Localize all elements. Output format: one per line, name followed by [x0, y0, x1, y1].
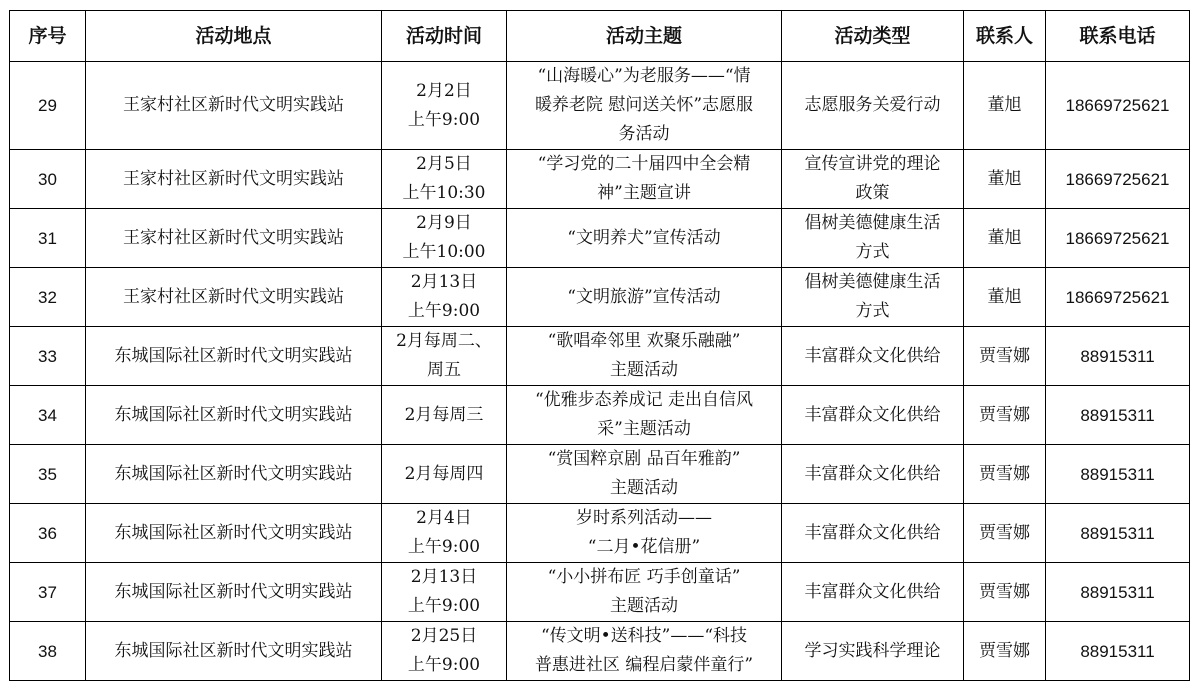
- table-row: [10, 563, 1190, 622]
- header-cell-type: 活动类型: [782, 11, 964, 62]
- cell-phone: 88915311: [1046, 445, 1190, 504]
- theme-line: “二月•花信册”: [587, 537, 701, 557]
- cell-phone: 18669725621: [1046, 268, 1190, 327]
- time-line: 2月9日: [416, 213, 472, 233]
- type-line: 丰富群众文化供给: [804, 581, 941, 602]
- theme-line: 务活动: [618, 124, 670, 144]
- type-line: 方式: [855, 301, 890, 321]
- cell-no: 34: [10, 386, 86, 445]
- cell-phone: 88915311: [1046, 327, 1190, 386]
- theme-line: 主题活动: [610, 360, 678, 380]
- cell-theme: [507, 445, 782, 504]
- cell-time: [382, 504, 507, 563]
- time-line: 上午9:00: [407, 596, 481, 616]
- cell-contact: 董旭: [964, 62, 1046, 150]
- table-row: [10, 327, 1190, 386]
- time-line: 上午9:00: [407, 655, 481, 675]
- cell-phone: 88915311: [1046, 504, 1190, 563]
- time-line: 上午10:30: [402, 183, 486, 203]
- theme-line: 岁时系列活动——: [576, 508, 712, 528]
- type-line: 丰富群众文化供给: [804, 522, 941, 543]
- cell-time: [382, 209, 507, 268]
- type-line: 倡树美德健康生活: [804, 213, 941, 233]
- cell-phone: 18669725621: [1046, 62, 1190, 150]
- theme-line: “优雅步态养成记 走出自信风: [534, 390, 754, 410]
- time-line: 2月4日: [416, 508, 472, 528]
- table-row: [10, 209, 1190, 268]
- cell-location: 王家村社区新时代文明实践站: [86, 62, 382, 150]
- time-line: 上午9:00: [407, 301, 481, 321]
- time-line: 上午9:00: [407, 537, 481, 557]
- theme-line: 主题活动: [610, 478, 678, 498]
- cell-time: [382, 563, 507, 622]
- cell-theme: [507, 622, 782, 681]
- cell-time: [382, 445, 507, 504]
- time-line: 上午10:00: [402, 242, 486, 262]
- cell-type: [782, 622, 964, 681]
- header-cell-phone: 联系电话: [1046, 11, 1190, 62]
- time-line: 周五: [427, 360, 461, 380]
- cell-type: [782, 563, 964, 622]
- cell-no: 33: [10, 327, 86, 386]
- cell-location: 东城国际社区新时代文明实践站: [86, 445, 382, 504]
- cell-location: 东城国际社区新时代文明实践站: [86, 622, 382, 681]
- cell-theme: [507, 268, 782, 327]
- theme-line: “文明养犬”宣传活动: [567, 227, 721, 248]
- theme-line: 主题活动: [610, 596, 678, 616]
- cell-location: 东城国际社区新时代文明实践站: [86, 327, 382, 386]
- cell-contact: 贾雪娜: [964, 622, 1046, 681]
- cell-location: 东城国际社区新时代文明实践站: [86, 504, 382, 563]
- cell-contact: 董旭: [964, 268, 1046, 327]
- table-body: [10, 62, 1190, 681]
- theme-line: “学习党的二十届四中全会精: [537, 154, 751, 174]
- cell-location: 王家村社区新时代文明实践站: [86, 268, 382, 327]
- cell-type: [782, 504, 964, 563]
- cell-phone: 88915311: [1046, 386, 1190, 445]
- cell-type: [782, 209, 964, 268]
- time-line: 2月13日: [410, 567, 478, 587]
- cell-theme: [507, 150, 782, 209]
- header-row: [10, 11, 1190, 62]
- table-row: [10, 62, 1190, 150]
- cell-phone: 88915311: [1046, 563, 1190, 622]
- type-line: 倡树美德健康生活: [804, 272, 941, 292]
- header-cell-location: 活动地点: [86, 11, 382, 62]
- header-cell-theme: 活动主题: [507, 11, 782, 62]
- cell-no: 31: [10, 209, 86, 268]
- type-line: 宣传宣讲党的理论: [804, 154, 941, 174]
- cell-theme: [507, 62, 782, 150]
- cell-no: 32: [10, 268, 86, 327]
- cell-contact: 贾雪娜: [964, 327, 1046, 386]
- cell-phone: 18669725621: [1046, 209, 1190, 268]
- cell-type: [782, 268, 964, 327]
- type-line: 学习实践科学理论: [804, 640, 941, 661]
- table-row: [10, 622, 1190, 681]
- cell-theme: [507, 563, 782, 622]
- table-row: [10, 504, 1190, 563]
- type-line: 丰富群众文化供给: [804, 345, 941, 366]
- type-line: 志愿服务关爱行动: [804, 95, 941, 115]
- cell-time: [382, 62, 507, 150]
- cell-theme: [507, 327, 782, 386]
- cell-no: 35: [10, 445, 86, 504]
- cell-theme: [507, 209, 782, 268]
- time-line: 2月每周二、: [396, 331, 492, 351]
- theme-line: “小小拼布匠 巧手创童话”: [547, 567, 741, 587]
- cell-contact: 贾雪娜: [964, 445, 1046, 504]
- cell-no: 37: [10, 563, 86, 622]
- theme-line: “歌唱牵邻里 欢聚乐融融”: [547, 331, 741, 351]
- theme-line: 神”主题宣讲: [597, 183, 691, 203]
- activity-schedule-table: [9, 10, 1190, 681]
- cell-time: [382, 327, 507, 386]
- cell-no: 29: [10, 62, 86, 150]
- cell-no: 30: [10, 150, 86, 209]
- cell-type: [782, 327, 964, 386]
- cell-time: [382, 268, 507, 327]
- cell-type: [782, 62, 964, 150]
- cell-contact: 贾雪娜: [964, 563, 1046, 622]
- cell-theme: [507, 504, 782, 563]
- table-row: [10, 150, 1190, 209]
- cell-contact: 董旭: [964, 209, 1046, 268]
- header-cell-no: 序号: [10, 11, 86, 62]
- time-line: 2月13日: [410, 272, 478, 292]
- cell-time: [382, 150, 507, 209]
- time-line: 2月每周三: [404, 404, 484, 425]
- table-row: [10, 445, 1190, 504]
- cell-theme: [507, 386, 782, 445]
- theme-line: 普惠进社区 编程启蒙伴童行”: [534, 655, 754, 675]
- cell-location: 东城国际社区新时代文明实践站: [86, 563, 382, 622]
- cell-contact: 董旭: [964, 150, 1046, 209]
- time-line: 2月25日: [410, 626, 478, 646]
- cell-location: 王家村社区新时代文明实践站: [86, 150, 382, 209]
- theme-line: “山海暖心”为老服务——“情: [537, 66, 751, 86]
- time-line: 2月2日: [416, 80, 472, 101]
- table-row: [10, 386, 1190, 445]
- cell-phone: 18669725621: [1046, 150, 1190, 209]
- cell-location: 王家村社区新时代文明实践站: [86, 209, 382, 268]
- cell-contact: 贾雪娜: [964, 386, 1046, 445]
- cell-type: [782, 150, 964, 209]
- cell-location: 东城国际社区新时代文明实践站: [86, 386, 382, 445]
- time-line: 2月5日: [416, 154, 472, 174]
- cell-no: 38: [10, 622, 86, 681]
- cell-time: [382, 622, 507, 681]
- theme-line: “文明旅游”宣传活动: [567, 286, 721, 307]
- time-line: 2月每周四: [404, 463, 484, 484]
- cell-type: [782, 445, 964, 504]
- theme-line: “赏国粹京剧 品百年雅韵”: [547, 449, 741, 469]
- cell-phone: 88915311: [1046, 622, 1190, 681]
- type-line: 丰富群众文化供给: [804, 404, 941, 425]
- type-line: 方式: [855, 242, 890, 262]
- type-line: 丰富群众文化供给: [804, 463, 941, 484]
- cell-type: [782, 386, 964, 445]
- theme-line: 暖养老院 慰问送关怀”志愿服: [534, 95, 754, 115]
- cell-no: 36: [10, 504, 86, 563]
- type-line: 政策: [855, 183, 890, 203]
- theme-line: “传文明•送科技”——“科技: [540, 626, 748, 646]
- cell-contact: 贾雪娜: [964, 504, 1046, 563]
- time-line: 上午9:00: [407, 109, 481, 130]
- cell-time: [382, 386, 507, 445]
- header-cell-contact: 联系人: [964, 11, 1046, 62]
- table-row: [10, 268, 1190, 327]
- theme-line: 采”主题活动: [597, 419, 691, 439]
- header-cell-time: 活动时间: [382, 11, 507, 62]
